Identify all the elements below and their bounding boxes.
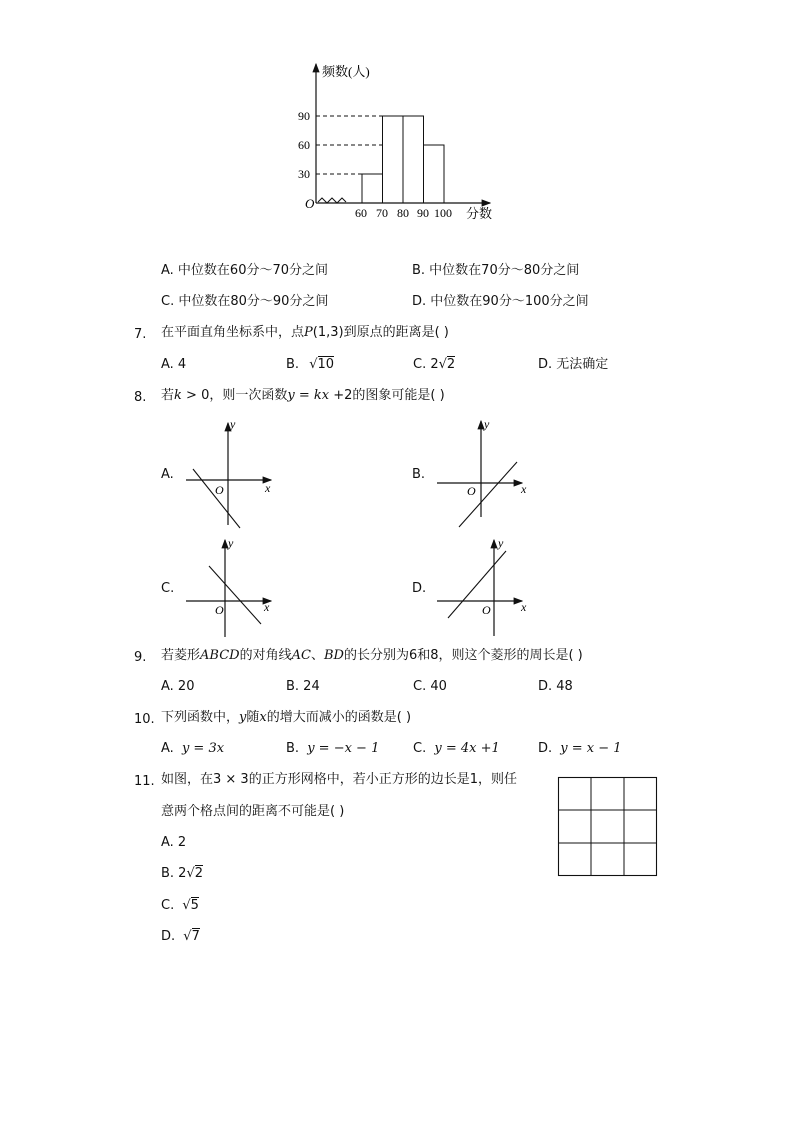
q8-line-d (448, 551, 506, 618)
svg-text:O: O (215, 483, 224, 497)
q9-part3: 、 (310, 648, 324, 663)
q9-stem (161, 648, 583, 664)
q7-point: P (304, 325, 313, 340)
q11-option-d-label: D. (161, 929, 176, 944)
q10-option-b-label: B. (286, 741, 300, 756)
q8-graph-d[interactable] (437, 536, 527, 636)
q9-option-c[interactable]: C. 40 (413, 679, 447, 694)
sqrt-icon: √ (438, 357, 447, 372)
q10-option-d-label: D. (538, 741, 553, 756)
x-tick-90: 90 (417, 206, 429, 220)
q7-option-c-radicand: 2 (446, 357, 456, 372)
q10-option-c-label: C. (413, 741, 427, 756)
q8-line-a (193, 469, 240, 528)
q7-option-b-label: B. (286, 357, 300, 372)
q10-part2: 随 (246, 710, 260, 725)
x-tick-80: 80 (397, 206, 409, 220)
q6-option-d[interactable]: D. 中位数在90分～100分之间 (412, 294, 589, 309)
q9-option-a[interactable]: A. 20 (161, 679, 195, 694)
q11-stem-line2: 意两个格点间的距离不可能是( ) (161, 804, 345, 819)
q11-option-b[interactable] (161, 866, 203, 882)
q11-grid-3x3 (558, 777, 658, 877)
q10-part1: 下列函数中， (161, 710, 240, 725)
q10-part3: 的增大而减小的函数是( ) (266, 710, 412, 725)
svg-text:x: x (264, 600, 270, 614)
q7-coords: (1,3) (312, 325, 344, 340)
sqrt-icon: √ (309, 357, 318, 372)
q10-y: y (239, 710, 247, 725)
x-axis-label: 分数 (466, 206, 493, 221)
q8-part2: > 0，则一次函数 (181, 388, 288, 403)
q11-option-c-radicand: 5 (190, 898, 199, 913)
q10-number: 10. (134, 712, 155, 727)
x-tick-60: 60 (355, 206, 367, 220)
q10-option-d-eq: y = x − 1 (560, 741, 622, 756)
q10-stem (161, 710, 411, 726)
q11-option-d-radicand: 7 (191, 929, 200, 944)
svg-text:O: O (482, 603, 491, 617)
q11-number: 11. (134, 774, 155, 789)
svg-text:y: y (498, 536, 504, 550)
sqrt-icon: √ (183, 929, 192, 944)
q10-option-c-eq: y = 4x +1 (434, 741, 500, 756)
q8-option-b-label[interactable]: B. (412, 467, 426, 482)
y-tick-90: 90 (298, 109, 310, 123)
q8-graph-c[interactable] (186, 536, 271, 637)
sqrt-icon: √ (182, 898, 191, 913)
q6-option-b[interactable]: B. 中位数在70分～80分之间 (412, 263, 580, 278)
q6-option-a[interactable]: A. 中位数在60分～70分之间 (161, 263, 329, 278)
q11-option-b-label: B. 2 (161, 866, 187, 881)
q9-number: 9. (134, 650, 147, 665)
q7-option-c-label: C. 2 (413, 357, 439, 372)
svg-text:x: x (265, 481, 271, 495)
q9-ac: AC (291, 648, 311, 663)
q7-option-b-radicand: 10 (317, 357, 335, 372)
svg-text:O: O (215, 603, 224, 617)
svg-text:y: y (484, 417, 490, 431)
q10-option-d[interactable] (538, 741, 622, 757)
q8-graph-b[interactable] (437, 417, 527, 527)
q9-option-d[interactable]: D. 48 (538, 679, 573, 694)
q10-x: x (259, 710, 267, 725)
q10-option-a-label: A. (161, 741, 174, 756)
x-tick-70: 70 (376, 206, 388, 220)
q9-option-b[interactable]: B. 24 (286, 679, 320, 694)
q9-part1: 若菱形 (161, 648, 201, 663)
q8-k: k (174, 388, 182, 403)
q8-option-d-label[interactable]: D. (412, 581, 427, 596)
q7-number: 7. (134, 327, 147, 342)
q8-graph-a[interactable] (186, 417, 271, 528)
q7-option-a[interactable]: A. 4 (161, 357, 187, 372)
q11-stem-line1: 如图，在3 × 3的正方形网格中，若小正方形的边长是1，则任 (161, 772, 517, 787)
q7-option-d[interactable]: D. 无法确定 (538, 357, 609, 372)
q6-option-c[interactable]: C. 中位数在80分～90分之间 (161, 294, 329, 309)
y-axis-label: 频数(人) (322, 64, 370, 79)
q8-part1: 若 (161, 388, 175, 403)
x-tick-100: 100 (434, 206, 452, 220)
q8-number: 8. (134, 390, 147, 405)
q7-text-before: 在平面直角坐标系中，点 (161, 325, 305, 340)
q9-bd: BD (323, 648, 344, 663)
q8-part3: +2的图象可能是( ) (329, 388, 445, 403)
q8-option-a-label[interactable]: A. (161, 467, 174, 482)
q11-option-c-label: C. (161, 898, 175, 913)
q9-abcd: ABCD (200, 648, 240, 663)
q11-option-d[interactable] (161, 929, 200, 945)
q11-option-c[interactable] (161, 898, 199, 914)
q10-option-a-eq: y = 3x (181, 741, 225, 756)
q7-text-after: 到原点的距离是( ) (343, 325, 449, 340)
q10-option-c[interactable] (413, 741, 500, 757)
q9-part2: 的对角线 (239, 648, 292, 663)
q9-part4: 的长分别为6和8，则这个菱形的周长是( ) (343, 648, 583, 663)
q10-option-b-eq: y = −x − 1 (307, 741, 380, 756)
q10-option-a[interactable] (161, 741, 224, 757)
q8-option-c-label[interactable]: C. (161, 581, 175, 596)
q11-option-a[interactable]: A. 2 (161, 835, 187, 850)
svg-text:y: y (228, 536, 234, 550)
y-tick-60: 60 (298, 138, 310, 152)
origin-label: O (305, 196, 315, 211)
q8-equation: y = kx (287, 388, 330, 403)
svg-text:x: x (521, 600, 527, 614)
q10-option-b[interactable] (286, 741, 379, 757)
svg-text:x: x (521, 482, 527, 496)
q11-option-b-radicand: 2 (194, 866, 204, 881)
y-tick-30: 30 (298, 167, 310, 181)
svg-text:y: y (230, 417, 236, 431)
sqrt-icon: √ (186, 866, 195, 881)
svg-text:O: O (467, 484, 476, 498)
